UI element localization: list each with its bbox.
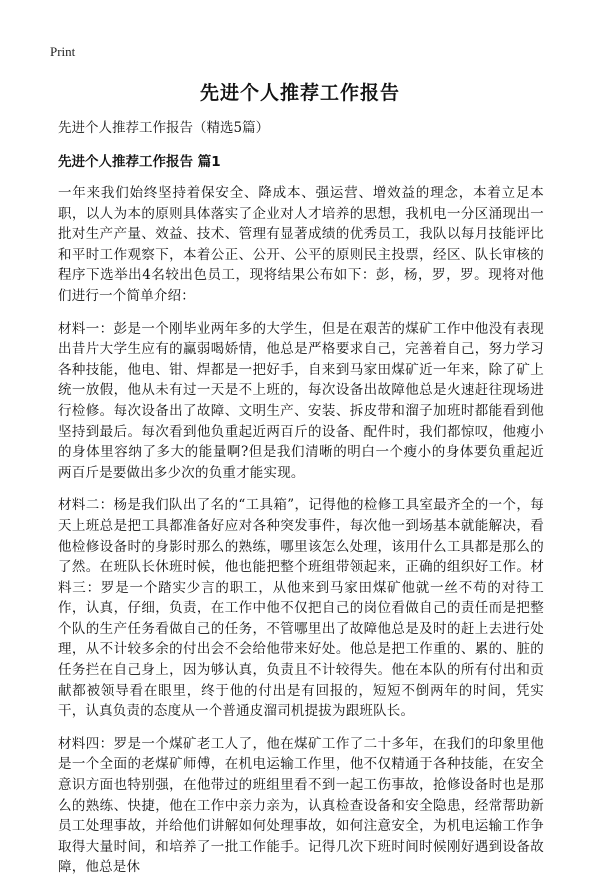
paragraph-intro: 一年来我们始终坚持着保安全、降成本、强运营、增效益的理念，本着立足本职，以人为本的原则具体落实了企业对人才培养的思想，我机电一分区涌现出一批对生产产量、效益、技术、管理有显著成绩的优秀员工，我队以每月技能评比和平时工作观察下，本着公正、公开、公平的原则民主投票，经区、队长审核的程序下选举出4名较出色员工，现将结果公布如下：彭，杨，罗，罗。现将对他们进行一个简单介绍： <box>58 185 544 304</box>
paragraph-material-1: 材料一：彭是一个刚毕业两年多的大学生，但是在艰苦的煤矿工作中他没有表现出昔片大学生应有的赢弱喝娇情，他总是严格要求自己，完善着自己，努力学习各种技能，他电、钳、焊都是一把好手，自来到马家田煤矿近一年来，除了矿上统一放假，他从未有过一天是不上班的，每次设备出故障他总是火速赶往现场进行检修。每次设备出了故障、文明生产、安装、拆皮带和溜子加班时都能看到他坚持到最后。每次看到他负重起近两百斤的设备、配件时，我们都惊叹，他瘦小的身体里容纳了多大的能量啊?但是我们清晰的明白一个瘦小的身体要负重起近两百斤是要做出多少次的负重才能实现。 <box>58 320 544 481</box>
document-subtitle: 先进个人推荐工作报告（精选5篇） <box>58 120 270 136</box>
paragraph-material-4: 材料四：罗是一个煤矿老工人了，他在煤矿工作了二十多年，在我们的印象里他是一个全面的老煤矿师傅，在机电运输工作里，他不仅精通于各种技能，在安全意识方面也特别强，在他带过的班组里看不到一起工伤事故，抢修设备时也是那么的熟练、快捷，他在工作中亲力亲为，认真检查设备和安全隐患，经常帮助新员工处理事故，并给他们讲解如何处理事故，如何注意安全，为机电运输工作争取得大量时间，和培养了一批工作能手。记得几次下班时间时候刚好遇到设备故障，他总是休 <box>58 735 544 876</box>
section-heading: 先进个人推荐工作报告 篇1 <box>58 154 221 170</box>
print-link[interactable]: Print <box>50 44 76 59</box>
page-title: 先进个人推荐工作报告 <box>199 82 400 104</box>
document-body <box>58 119 544 878</box>
paragraph-material-2-3: 材料二：杨是我们队出了名的“工具箱”，记得他的检修工具室最齐全的一个，每天上班总是把工具都准备好应对各种突发事件，每次他一到场基本就能解决，看他检修设备时的身影时那么的熟练，哪里该怎么处理，该用什么工具都是那么的了然。在班队长休班时候，他也能把整个班组带领起来，正确的组织好工作。材料三：罗是一个踏实少言的职工，从他来到马家田煤矿他就一丝不苟的对待工作，认真，仔细，负责，在工作中他不仅把自己的岗位看做自己的责任而是把整个队的生产任务看做自己的任务，不管哪里出了故障他总是及时的赶上去进行处理，从不计较多余的付出会不会给他带来好处。他总是把工作重的、累的、脏的任务拦在自己身上，因为够认真，负责且不计较得失。他在本队的所有付出和贡献都被领导看在眼里，终于他的付出是有回报的，短短不倒两年的时间，凭实干，认真负责的态度从一个普通皮溜司机提拔为跟班队长。 <box>58 497 544 720</box>
